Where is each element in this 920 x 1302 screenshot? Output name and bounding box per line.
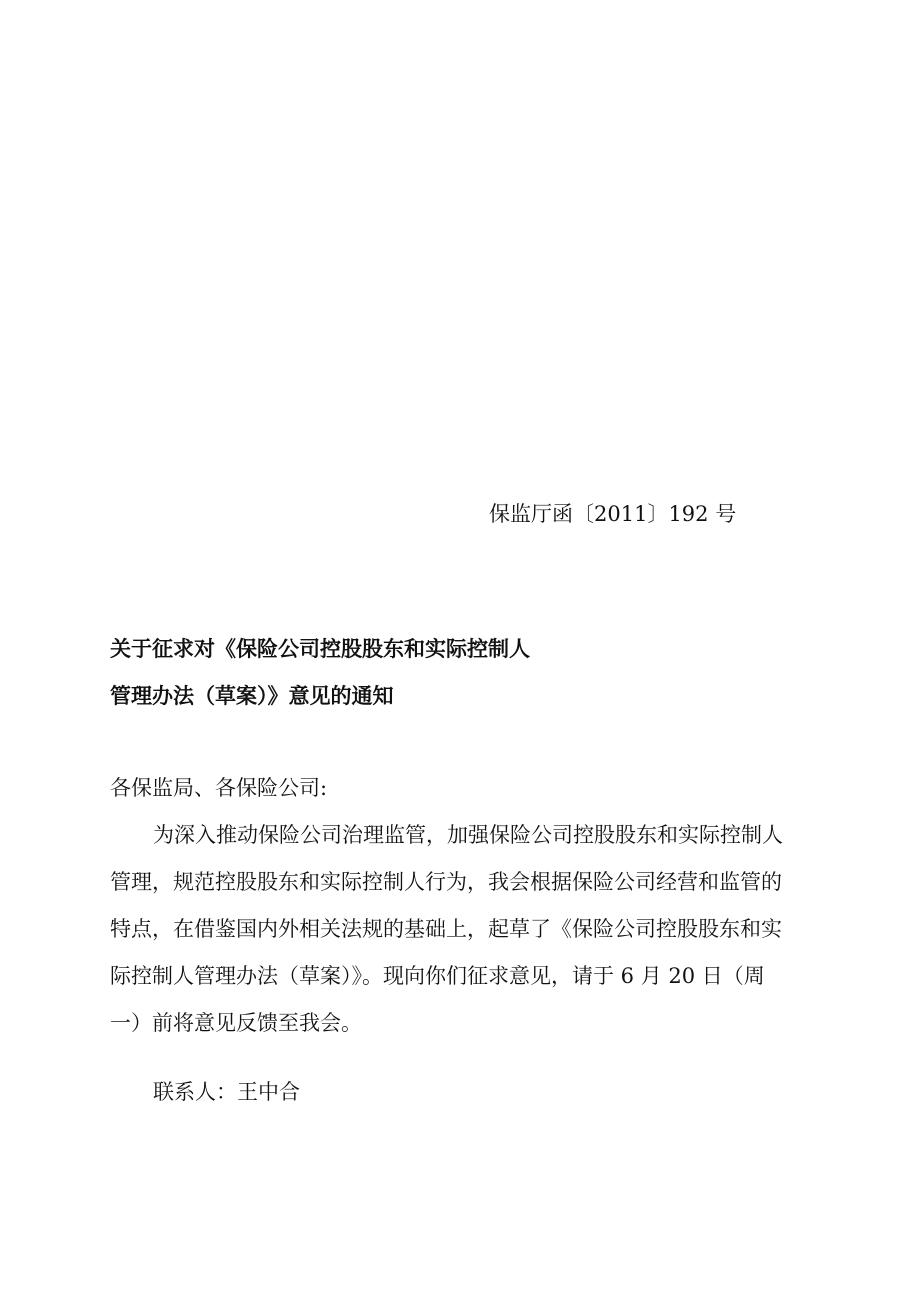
- body-line-4: 际控制人管理办法（草案）》。现向你们征求意见，请于 6 月 20 日（周: [110, 964, 765, 988]
- body-line-2: 管理，规范控股股东和实际控制人行为，我会根据保险公司经营和监管的: [110, 870, 782, 894]
- document-title-line-2: 管理办法（草案）》意见的通知: [110, 683, 394, 708]
- contact-person: 联系人：王中合: [153, 1080, 300, 1104]
- body-line-3: 特点，在借鉴国内外相关法规的基础上，起草了《保险公司控股股东和实: [110, 917, 782, 941]
- document-number: 保监厅函〔2011〕192 号: [489, 502, 737, 526]
- body-line-1: 为深入推动保险公司治理监管，加强保险公司控股股东和实际控制人: [153, 823, 783, 847]
- body-line-5: 一）前将意见反馈至我会。: [110, 1011, 362, 1035]
- salutation: 各保监局、各保险公司:: [110, 776, 328, 800]
- document-title-line-1: 关于征求对《保险公司控股股东和实际控制人: [110, 636, 530, 661]
